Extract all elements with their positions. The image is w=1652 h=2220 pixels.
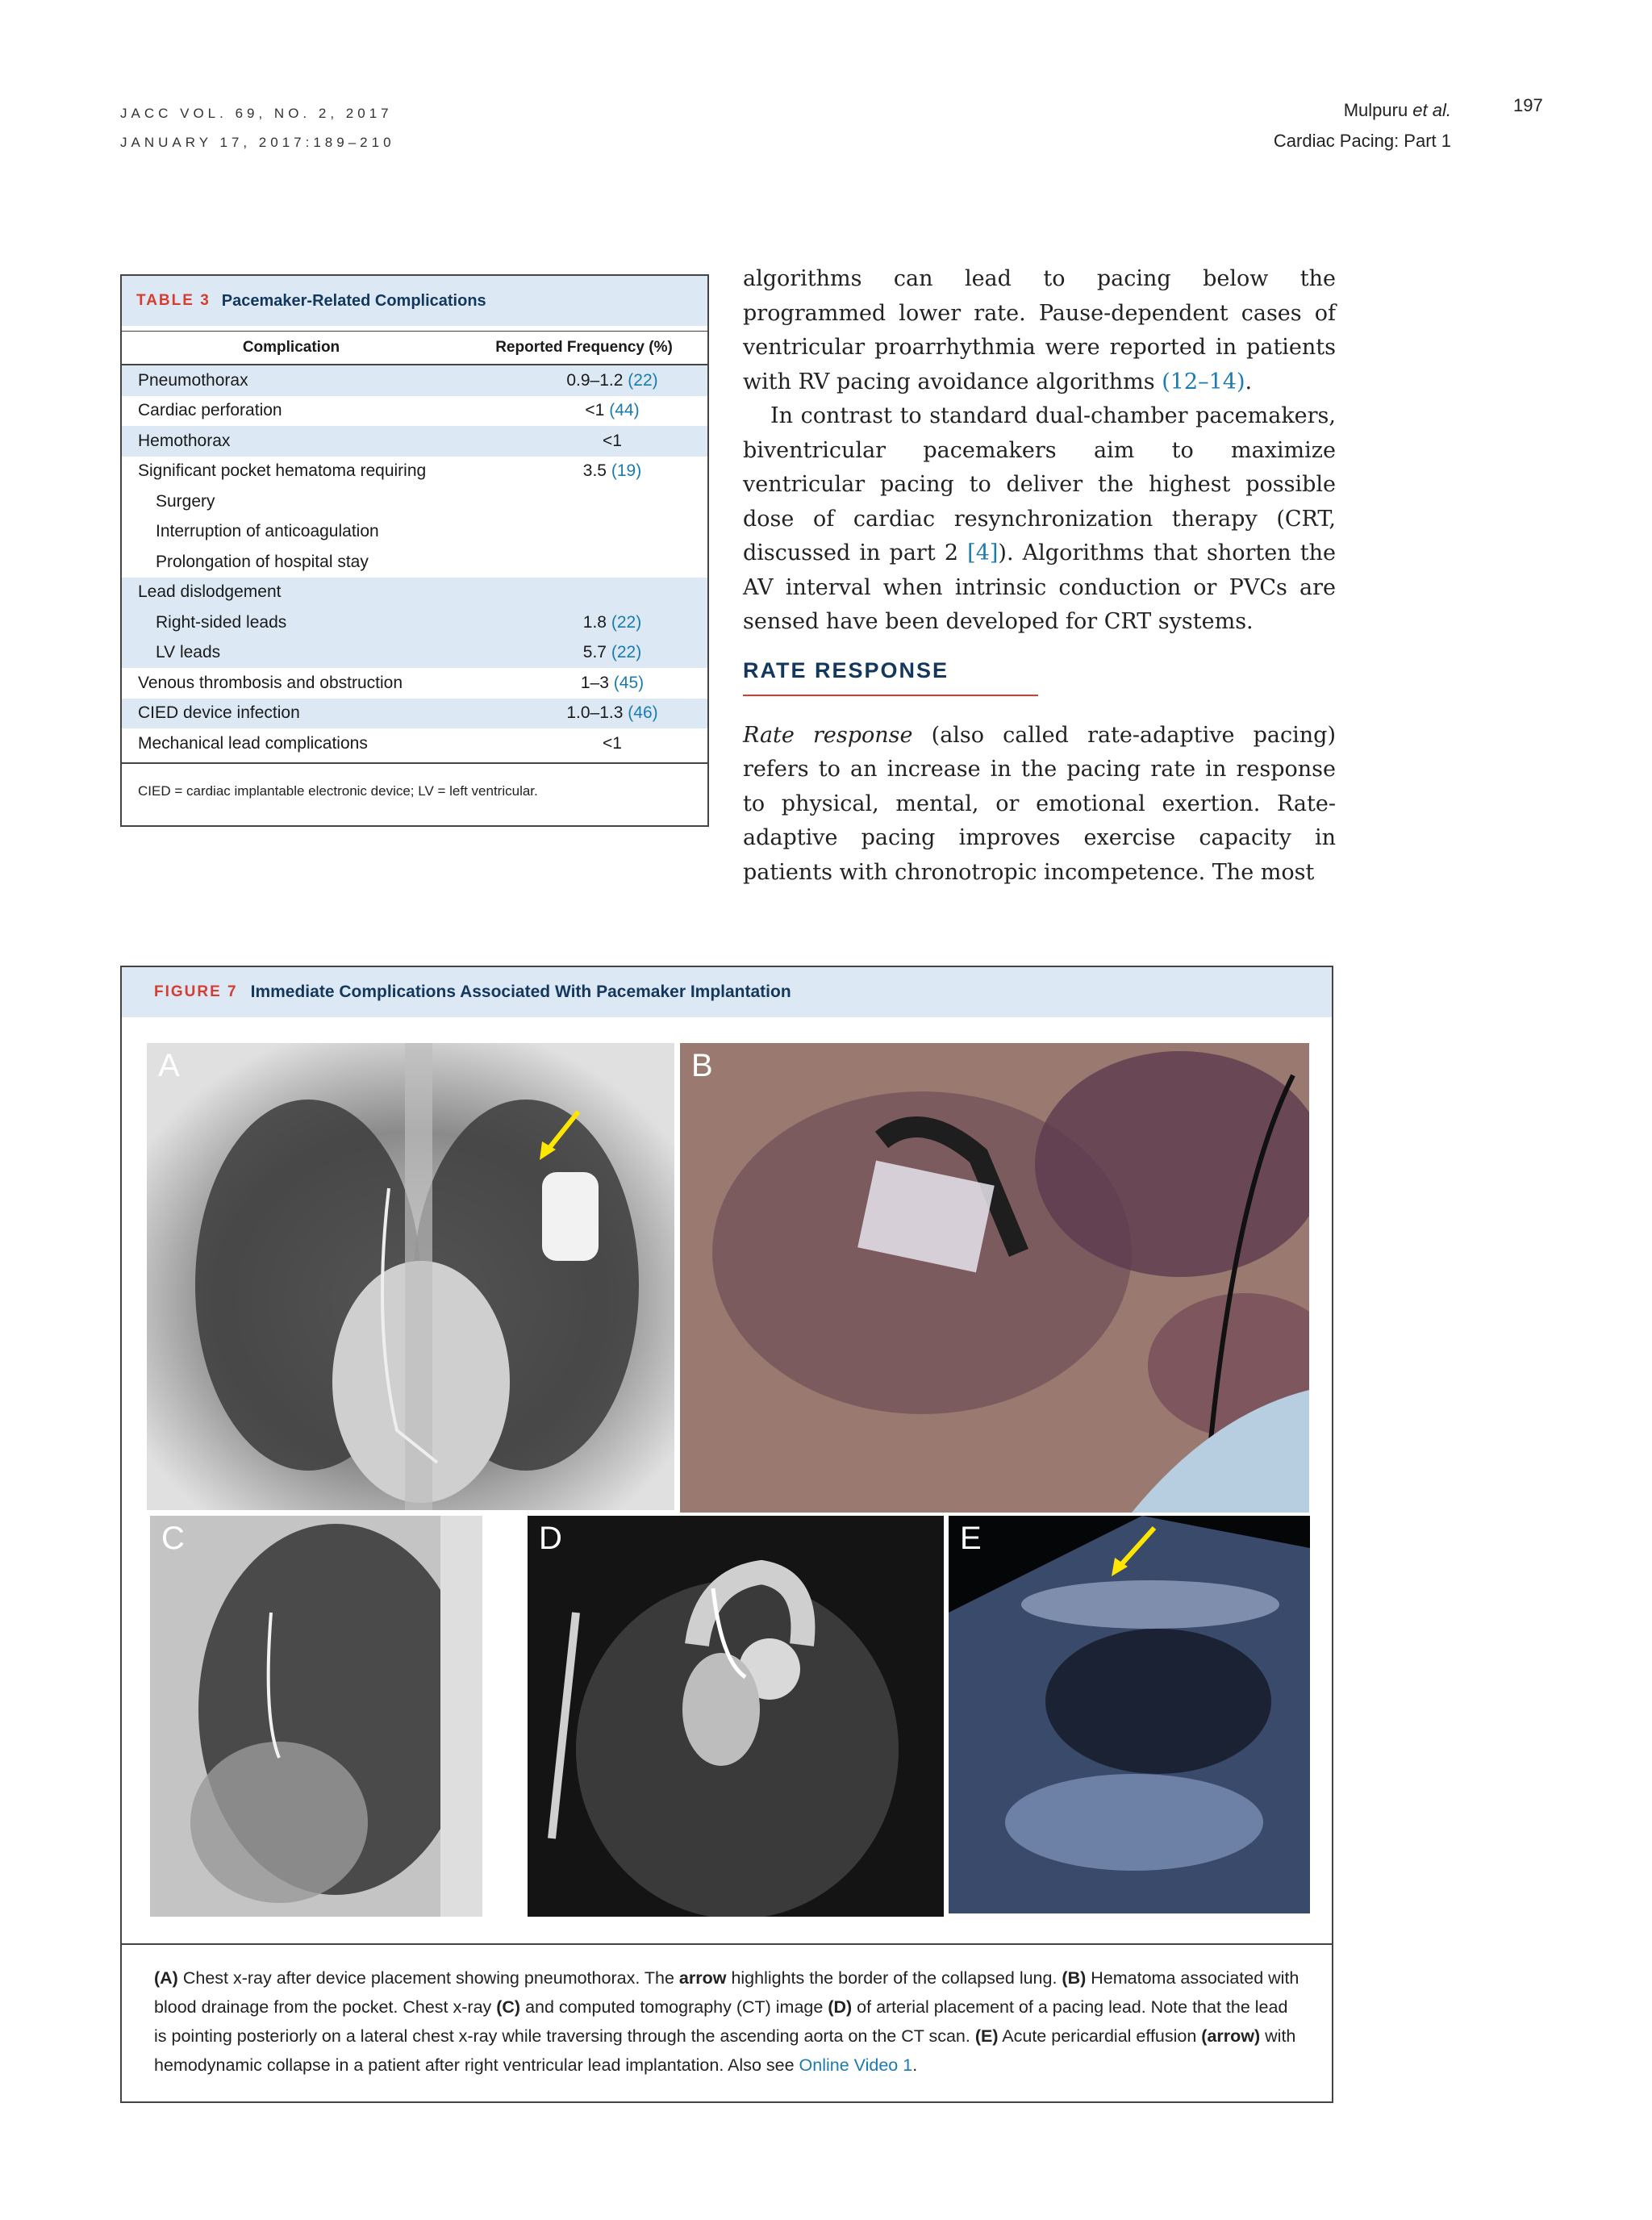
table-row — [122, 426, 707, 457]
table-title-bar — [122, 276, 707, 326]
frequency-cell — [517, 643, 707, 662]
complication-cell: Cardiac perforation — [138, 401, 282, 420]
frequency-cell — [517, 613, 707, 632]
table-row — [122, 638, 707, 669]
frequency-value: <1 — [603, 733, 622, 753]
caption-divider — [122, 1943, 1332, 1945]
frequency-cell — [517, 401, 707, 420]
table-row — [122, 486, 707, 517]
panel-c-lateral-xray — [150, 1516, 482, 1917]
frequency-cell — [517, 734, 707, 753]
panel-e-echocardiogram — [949, 1516, 1310, 1913]
ct-scan-image — [528, 1516, 944, 1917]
table-row — [122, 457, 707, 487]
complication-cell: Interruption of anticoagulation — [156, 522, 379, 541]
table-title: Pacemaker-Related Complications — [221, 291, 486, 310]
paragraph-3: Rate response (also called rate-adaptive pacing) refers to an increase in the pacing rate in response to physical, mental, or emotional exertion. Rate-adaptive pacing improves exercise capacity in patients with chronotropic incompetence. The most — [743, 722, 1336, 885]
column-header-frequency: Reported Frequency (%) — [495, 339, 673, 356]
table-footnote: CIED = cardiac implantable electronic device; LV = left ventricular. — [122, 762, 707, 819]
panel-label: D — [539, 1521, 562, 1556]
table-label: TABLE 3 — [136, 292, 211, 309]
hematoma-image — [680, 1043, 1309, 1513]
table-body — [122, 365, 707, 759]
panel-label: E — [960, 1521, 982, 1556]
running-title: Cardiac Pacing: Part 1 — [1273, 131, 1451, 151]
complication-cell: Venous thrombosis and obstruction — [138, 673, 403, 692]
body-text-column — [743, 262, 1336, 890]
journal-header — [120, 99, 395, 157]
panel-a-chest-xray — [147, 1043, 674, 1510]
frequency-cell — [517, 674, 707, 693]
figure-label: FIGURE 7 — [154, 983, 238, 1000]
table-row — [122, 578, 707, 608]
paragraph-2: In contrast to standard dual-chamber pacemakers, biventricular pacemakers aim to maximize ventricular pacing to deliver the highest possible dose of cardiac resynchronization therapy (CRT, discussed in part 2 [4]). Algorithms that shorten the AV interval when intrinsic conduction or PVCs are sensed have been developed for CRT systems. — [743, 403, 1337, 634]
frequency-value: 3.5 — [582, 461, 607, 481]
figure-title: Immediate Complications Associated With Pacemaker Implantation — [250, 983, 791, 1001]
complication-cell: LV leads — [156, 643, 221, 662]
frequency-value: 5.7 — [582, 643, 607, 662]
complication-cell: Hemothorax — [138, 431, 231, 450]
table-row — [122, 547, 707, 578]
table-header-row — [122, 331, 707, 365]
table-row — [122, 365, 707, 396]
author-line: Mulpuru et al. — [1343, 100, 1451, 120]
frequency-cell — [517, 371, 707, 390]
citation-link[interactable]: (22) — [628, 370, 658, 390]
complication-cell: Significant pocket hematoma requiring — [138, 461, 427, 481]
panel-label: C — [161, 1521, 185, 1556]
running-header — [1274, 95, 1451, 156]
frequency-value: 1.0–1.3 — [566, 703, 624, 723]
chest-xray-image — [147, 1043, 674, 1510]
citation-link[interactable]: (19) — [611, 461, 642, 481]
complication-cell: Pneumothorax — [138, 370, 248, 390]
panel-b-hematoma-photo — [680, 1043, 1309, 1513]
frequency-cell — [517, 703, 707, 723]
complication-cell: Right-sided leads — [156, 612, 287, 632]
complication-cell: Prolongation of hospital stay — [156, 552, 369, 571]
online-video-link[interactable]: Online Video 1 — [799, 2055, 913, 2075]
section-rule — [743, 695, 1038, 696]
table-row — [122, 728, 707, 759]
table-row — [122, 396, 707, 427]
frequency-value: <1 — [603, 431, 622, 450]
complication-cell: Mechanical lead complications — [138, 733, 368, 753]
panel-d-ct-scan — [528, 1516, 944, 1917]
complication-cell: Surgery — [156, 491, 215, 511]
table-row — [122, 607, 707, 638]
figure-title-bar — [122, 967, 1332, 1017]
frequency-value: <1 — [585, 401, 605, 420]
table-row — [122, 699, 707, 729]
lateral-xray-image — [150, 1516, 482, 1917]
frequency-cell — [517, 461, 707, 481]
page-number: 197 — [1513, 95, 1543, 115]
column-header-complication: Complication — [242, 339, 340, 356]
citation-link[interactable]: [4] — [967, 540, 999, 565]
frequency-value: 0.9–1.2 — [566, 370, 624, 390]
citation-link[interactable]: (22) — [611, 612, 642, 632]
complication-cell: Lead dislodgement — [138, 582, 282, 602]
paragraph-1: algorithms can lead to pacing below the programmed lower rate. Pause-dependent cases of ventricular proarrhythmia were reported in patients with RV pacing avoidance algorithms (12–14). — [743, 266, 1336, 394]
table-3 — [120, 274, 709, 827]
figure-caption: (A) Chest x-ray after device placement showing pneumothorax. The arrow highlights the border of the collapsed lung. (B) Hematoma associated with blood drainage from the pocket. Chest x-ray (C) and computed tomography (CT) image (D) of arterial placement of a pacing lead. Note that the lead is pointing posteriorly on a lateral chest x-ray while traversing through the ascending aorta on the CT scan. (E) Acute pericardial effusion (arrow) with hemodynamic collapse in a patient after right ventricular lead implantation. Also see Online Video 1. — [154, 1968, 1299, 2075]
section-heading: RATE RESPONSE — [743, 657, 949, 682]
figure-7 — [120, 966, 1333, 2103]
citation-link[interactable]: (22) — [611, 643, 642, 662]
frequency-value: 1–3 — [580, 673, 609, 692]
panel-label: A — [158, 1048, 180, 1083]
table-row — [122, 668, 707, 699]
citation-link[interactable]: (45) — [613, 673, 645, 692]
citation-link[interactable]: (46) — [628, 703, 658, 723]
frequency-cell — [517, 432, 707, 451]
frequency-value: 1.8 — [582, 612, 607, 632]
complication-cell: CIED device infection — [138, 703, 300, 723]
citation-link[interactable]: (12–14) — [1162, 369, 1245, 394]
table-row — [122, 517, 707, 548]
panel-label: B — [691, 1048, 713, 1083]
echo-image — [949, 1516, 1310, 1913]
journal-date: JANUARY 17, 2017:189–210 — [120, 135, 395, 150]
citation-link[interactable]: (44) — [609, 401, 640, 420]
journal-volume: JACC VOL. 69, NO. 2, 2017 — [120, 106, 393, 121]
